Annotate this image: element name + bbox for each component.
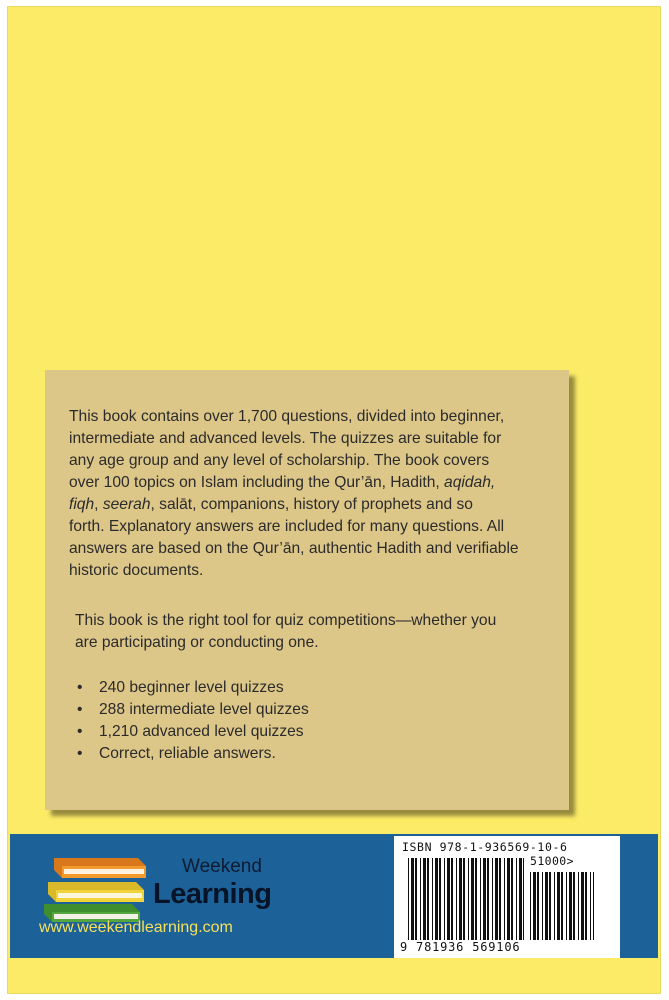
bullet-icon: • (77, 701, 83, 718)
publisher-band (10, 834, 658, 958)
desc-line: intermediate and advanced levels. The quizzes are suitable for (69, 430, 502, 447)
desc-line: , salāt, companions, history of prophets and so (150, 496, 473, 513)
desc-line: This book is the right tool for quiz competitions—whether you (75, 612, 497, 629)
quiz-tool-paragraph (69, 610, 575, 654)
list-item (69, 743, 309, 765)
list-item (69, 677, 309, 699)
feature-list (69, 677, 309, 765)
isbn-text: ISBN 978-1-936569-10-6 (402, 840, 568, 854)
publisher-name-line2: Learning (153, 878, 272, 910)
bullet-icon: • (77, 679, 83, 696)
desc-italic-term: seerah (102, 496, 151, 513)
desc-line: any age group and any level of scholarship. The book covers (69, 452, 490, 469)
bullet-icon: • (77, 723, 83, 740)
desc-line: This book contains over 1,700 questions, divided into beginner, (69, 408, 505, 425)
desc-line: forth. Explanatory answers are included for many questions. All (69, 518, 505, 535)
publisher-name-line1: Weekend (182, 856, 262, 877)
desc-line: historic documents. (69, 562, 204, 579)
price-code: 51000> (530, 854, 574, 868)
desc-line: over 100 topics on Islam including the Qur’ān, Hadith, (69, 474, 445, 491)
desc-italic-term: fiqh (69, 496, 95, 513)
list-item-text: 288 intermediate level quizzes (99, 701, 309, 718)
desc-line: are participating or conducting one. (75, 634, 319, 651)
description-paragraph (69, 406, 569, 582)
stacked-books-icon (40, 848, 150, 924)
publisher-url: www.weekendlearning.com (39, 919, 233, 936)
barcode-number: 9 781936 569106 (400, 940, 521, 954)
barcode-block (394, 836, 620, 958)
list-item (69, 721, 309, 743)
desc-line: answers are based on the Qur’ān, authentic Hadith and verifiable (69, 540, 519, 557)
bullet-icon: • (77, 745, 83, 762)
desc-line: , (94, 496, 103, 513)
list-item-text: Correct, reliable answers. (99, 745, 276, 762)
list-item (69, 699, 309, 721)
desc-italic-term: aqidah, (444, 474, 496, 491)
description-box (45, 370, 569, 810)
list-item-text: 240 beginner level quizzes (99, 679, 284, 696)
list-item-text: 1,210 advanced level quizzes (99, 723, 304, 740)
